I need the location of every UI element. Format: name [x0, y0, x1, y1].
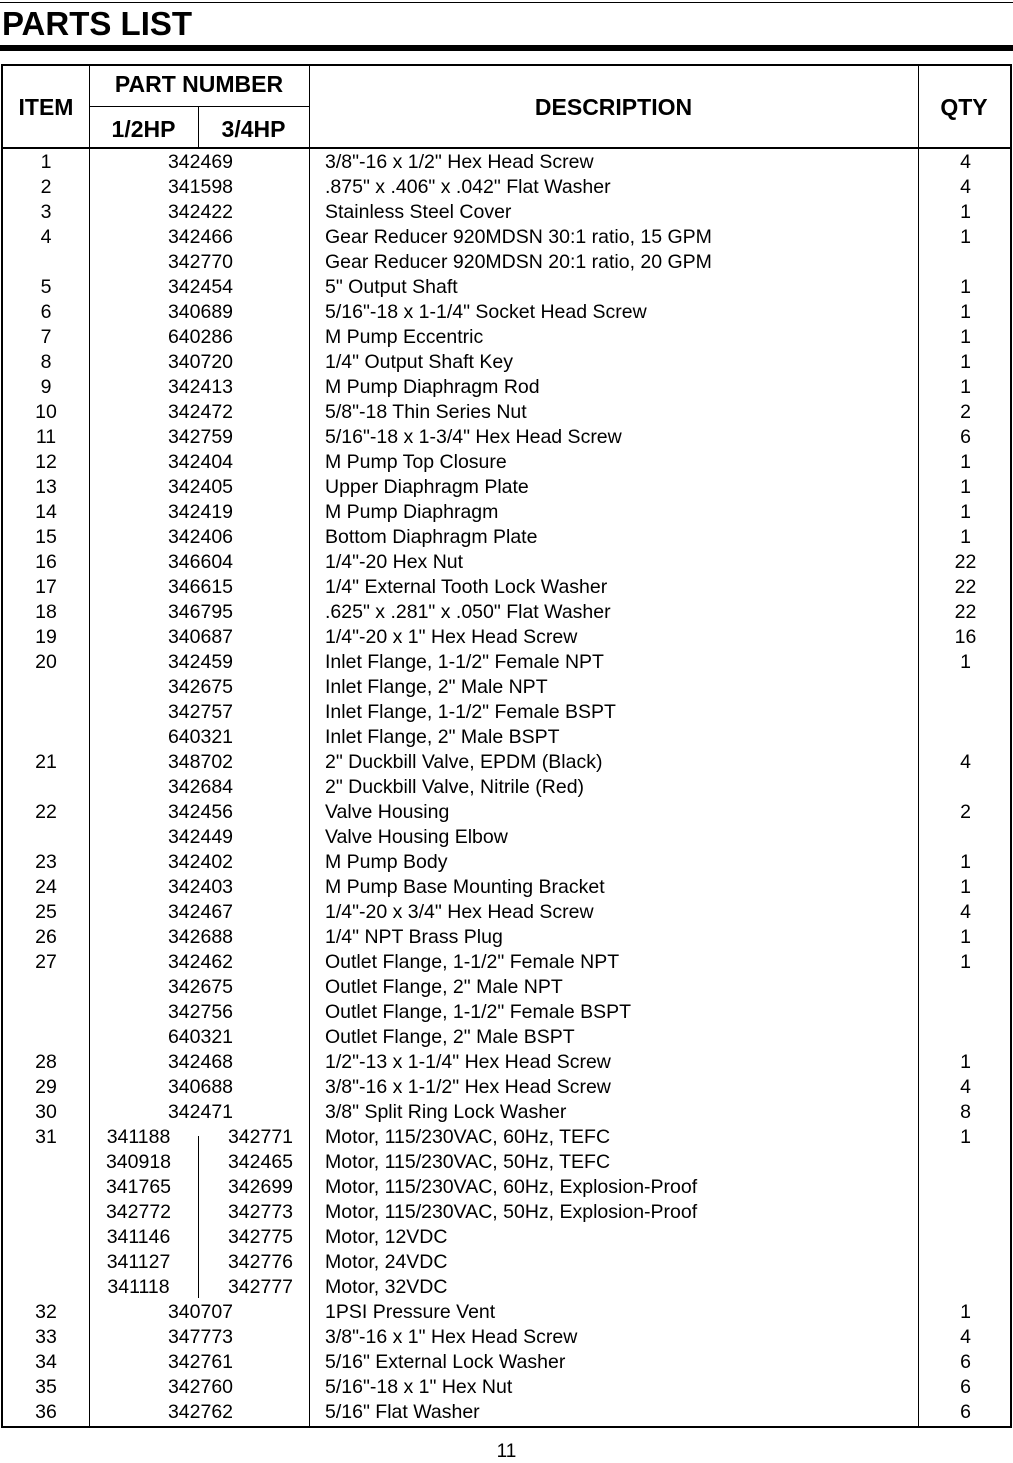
description: Outlet Flange, 1-1/2" Female NPT — [325, 951, 620, 973]
description: 1/4" Output Shaft Key — [325, 351, 513, 373]
description: Motor, 115/230VAC, 50Hz, Explosion-Proof — [325, 1201, 698, 1223]
description: Motor, 115/230VAC, 60Hz, TEFC — [325, 1126, 611, 1148]
part-number: 342759 — [167, 426, 234, 448]
quantity — [919, 825, 1012, 850]
quantity: 6 — [960, 1401, 971, 1423]
part-number-half-hp: 342772 — [105, 1201, 172, 1223]
item-number: 7 — [40, 326, 52, 348]
part-number: 640286 — [167, 326, 234, 348]
description: Bottom Diaphragm Plate — [325, 526, 538, 548]
quantity: 1 — [960, 376, 971, 398]
header-bottom-rule — [3, 147, 1010, 149]
qty-column — [919, 150, 1012, 1425]
motor-hp-divider — [198, 1136, 199, 1298]
description: 1/2"-13 x 1-1/4" Hex Head Screw — [325, 1051, 611, 1073]
item-number — [3, 1225, 89, 1250]
part-number-three-quarter-hp: 342775 — [227, 1226, 294, 1248]
item-number: 28 — [35, 1051, 57, 1073]
part-number-three-quarter-hp: 342771 — [227, 1126, 294, 1148]
item-number — [3, 1175, 89, 1200]
item-number: 16 — [35, 551, 57, 573]
part-number: 342404 — [167, 451, 234, 473]
item-number: 36 — [35, 1401, 57, 1423]
part-number: 342449 — [167, 826, 234, 848]
quantity — [919, 700, 1012, 725]
quantity: 4 — [960, 1076, 971, 1098]
item-number — [3, 675, 89, 700]
description: Motor, 115/230VAC, 60Hz, Explosion-Proof — [325, 1176, 698, 1198]
quantity: 1 — [960, 1301, 971, 1323]
quantity: 2 — [960, 401, 971, 423]
description: 5/16" Flat Washer — [325, 1401, 480, 1423]
description: 3/8" Split Ring Lock Washer — [325, 1101, 567, 1123]
title-rule — [0, 45, 1013, 51]
description: Motor, 32VDC — [325, 1276, 448, 1298]
description: M Pump Eccentric — [325, 326, 484, 348]
part-number: 340689 — [167, 301, 234, 323]
description: Gear Reducer 920MDSN 20:1 ratio, 20 GPM — [325, 251, 712, 273]
part-number: 342675 — [167, 976, 234, 998]
part-number: 341598 — [167, 176, 234, 198]
top-thin-rule — [0, 2, 1013, 3]
part-number: 342472 — [167, 401, 234, 423]
part-number-half-hp: 341188 — [106, 1126, 171, 1148]
part-number: 342675 — [167, 676, 234, 698]
part-number-half-hp: 341118 — [107, 1276, 170, 1298]
part-number: 340707 — [167, 1301, 234, 1323]
item-number: 12 — [35, 451, 57, 473]
part-number: 342688 — [167, 926, 234, 948]
quantity: 6 — [960, 426, 971, 448]
item-number: 25 — [35, 901, 57, 923]
quantity: 4 — [960, 751, 971, 773]
part-number: 342471 — [167, 1101, 234, 1123]
description: Stainless Steel Cover — [325, 201, 512, 223]
part-number: 348702 — [167, 751, 234, 773]
header-qty: QTY — [940, 94, 988, 120]
motor-part-row — [91, 1150, 310, 1175]
part-number: 346615 — [167, 576, 234, 598]
item-number — [3, 975, 89, 1000]
description: Motor, 12VDC — [325, 1226, 448, 1248]
quantity: 1 — [960, 1051, 971, 1073]
item-number: 24 — [35, 876, 57, 898]
item-number — [3, 1250, 89, 1275]
part-number: 342466 — [167, 226, 234, 248]
description: Gear Reducer 920MDSN 30:1 ratio, 15 GPM — [325, 226, 712, 248]
quantity: 6 — [960, 1376, 971, 1398]
quantity — [919, 1025, 1012, 1050]
part-number-three-quarter-hp: 342773 — [227, 1201, 294, 1223]
header-part-subrule — [89, 106, 309, 107]
item-number — [3, 825, 89, 850]
description: Motor, 24VDC — [325, 1251, 448, 1273]
part-number-three-quarter-hp: 342465 — [227, 1151, 294, 1173]
part-number-three-quarter-hp: 342699 — [227, 1176, 294, 1198]
quantity — [919, 725, 1012, 750]
item-column — [3, 150, 89, 1425]
parts-table — [1, 64, 1012, 1428]
item-number: 14 — [35, 501, 57, 523]
header-item: ITEM — [18, 94, 74, 120]
motor-part-row — [91, 1275, 310, 1300]
part-number: 342403 — [167, 876, 234, 898]
quantity: 4 — [960, 151, 971, 173]
part-number-half-hp: 341127 — [106, 1251, 171, 1273]
quantity: 1 — [960, 951, 971, 973]
part-number-three-quarter-hp: 342777 — [227, 1276, 294, 1298]
part-number: 342402 — [167, 851, 234, 873]
item-number: 32 — [35, 1301, 57, 1323]
description: 5/16"-18 x 1-1/4" Socket Head Screw — [325, 301, 647, 323]
description: 3/8"-16 x 1" Hex Head Screw — [325, 1326, 578, 1348]
page-title: PARTS LIST — [2, 5, 193, 42]
quantity — [919, 975, 1012, 1000]
description: Inlet Flange, 2" Male BSPT — [325, 726, 560, 748]
item-number: 13 — [35, 476, 57, 498]
description: .625" x .281" x .050" Flat Washer — [325, 601, 611, 623]
item-number — [3, 725, 89, 750]
part-number: 340687 — [167, 626, 234, 648]
quantity — [919, 1200, 1012, 1225]
part-number: 342422 — [167, 201, 234, 223]
header-half-hp: 1/2HP — [111, 116, 176, 142]
description-column — [325, 150, 915, 1425]
description: 1/4" External Tooth Lock Washer — [325, 576, 608, 598]
quantity — [919, 1175, 1012, 1200]
quantity: 1 — [960, 226, 971, 248]
motor-part-row — [91, 1175, 310, 1200]
description: M Pump Top Closure — [325, 451, 507, 473]
item-number — [3, 775, 89, 800]
quantity: 16 — [954, 626, 977, 648]
item-number — [3, 1275, 89, 1300]
description: 3/8"-16 x 1-1/2" Hex Head Screw — [325, 1076, 611, 1098]
part-number: 346795 — [167, 601, 234, 623]
quantity — [919, 775, 1012, 800]
part-number: 342762 — [167, 1401, 234, 1423]
motor-part-row — [91, 1250, 310, 1275]
description: Inlet Flange, 1-1/2" Female BSPT — [325, 701, 616, 723]
part-number: 342760 — [167, 1376, 234, 1398]
item-number: 17 — [35, 576, 57, 598]
description: 5/16"-18 x 1" Hex Nut — [325, 1376, 513, 1398]
item-number: 23 — [35, 851, 57, 873]
description: 1/4"-20 Hex Nut — [325, 551, 464, 573]
col-divider-item — [89, 66, 90, 1426]
item-number: 8 — [40, 351, 52, 373]
item-number: 30 — [35, 1101, 57, 1123]
quantity — [919, 1275, 1012, 1300]
item-number: 31 — [35, 1126, 57, 1148]
motor-part-row — [91, 1125, 310, 1150]
item-number — [3, 1200, 89, 1225]
page-number: 11 — [496, 1441, 517, 1462]
description: Upper Diaphragm Plate — [325, 476, 529, 498]
quantity: 1 — [960, 501, 971, 523]
item-number: 22 — [35, 801, 57, 823]
quantity: 22 — [954, 576, 977, 598]
part-number: 342467 — [167, 901, 234, 923]
description: 5/16"-18 x 1-3/4" Hex Head Screw — [325, 426, 622, 448]
item-number: 29 — [35, 1076, 57, 1098]
quantity: 1 — [960, 876, 971, 898]
quantity: 2 — [960, 801, 971, 823]
item-number: 9 — [40, 376, 52, 398]
description: 3/8"-16 x 1/2" Hex Head Screw — [325, 151, 594, 173]
header-description: DESCRIPTION — [534, 94, 693, 120]
quantity — [919, 1000, 1012, 1025]
quantity: 4 — [960, 901, 971, 923]
item-number: 3 — [40, 201, 52, 223]
part-number-half-hp: 341146 — [106, 1226, 171, 1248]
part-number: 342469 — [167, 151, 234, 173]
part-number: 342454 — [167, 276, 234, 298]
description: 1/4" NPT Brass Plug — [325, 926, 503, 948]
part-number: 342684 — [167, 776, 234, 798]
motor-part-row — [91, 1200, 310, 1225]
item-number: 5 — [40, 276, 52, 298]
item-number — [3, 1025, 89, 1050]
part-number: 342756 — [167, 1001, 234, 1023]
motor-part-row — [91, 1225, 310, 1250]
part-number: 342456 — [167, 801, 234, 823]
part-number: 342757 — [167, 701, 234, 723]
item-number — [3, 1000, 89, 1025]
description: Inlet Flange, 1-1/2" Female NPT — [325, 651, 604, 673]
part-number: 340688 — [167, 1076, 234, 1098]
part-number-half-hp: 341765 — [105, 1176, 172, 1198]
item-number: 10 — [35, 401, 57, 423]
part-number: 342419 — [167, 501, 234, 523]
item-number: 18 — [35, 601, 57, 623]
item-number: 33 — [35, 1326, 57, 1348]
item-number: 34 — [35, 1351, 57, 1373]
description: 5" Output Shaft — [325, 276, 458, 298]
header-part-number: PART NUMBER — [114, 71, 284, 97]
description: Outlet Flange, 2" Male BSPT — [325, 1026, 575, 1048]
part-number: 347773 — [167, 1326, 234, 1348]
part-number-half-hp: 340918 — [105, 1151, 172, 1173]
item-number: 21 — [35, 751, 57, 773]
item-number: 35 — [35, 1376, 57, 1398]
item-number: 6 — [40, 301, 52, 323]
quantity: 22 — [954, 551, 977, 573]
part-number: 342459 — [167, 651, 234, 673]
item-number: 4 — [40, 226, 52, 248]
item-number: 26 — [35, 926, 57, 948]
part-number: 346604 — [167, 551, 234, 573]
part-number: 342405 — [167, 476, 234, 498]
part-number: 342406 — [167, 526, 234, 548]
quantity: 1 — [960, 451, 971, 473]
part-number-column — [91, 150, 310, 1425]
quantity: 1 — [960, 326, 971, 348]
part-number: 342468 — [167, 1051, 234, 1073]
quantity — [919, 1150, 1012, 1175]
description: M Pump Body — [325, 851, 448, 873]
description: Valve Housing — [325, 801, 450, 823]
item-number: 1 — [40, 151, 52, 173]
part-number: 640321 — [167, 1026, 234, 1048]
description: Outlet Flange, 2" Male NPT — [325, 976, 563, 998]
description: 5/8"-18 Thin Series Nut — [325, 401, 527, 423]
quantity: 1 — [960, 526, 971, 548]
description: Motor, 115/230VAC, 50Hz, TEFC — [325, 1151, 611, 1173]
description: M Pump Base Mounting Bracket — [325, 876, 605, 898]
description: M Pump Diaphragm — [325, 501, 499, 523]
part-number: 342413 — [167, 376, 234, 398]
quantity: 1 — [960, 651, 971, 673]
quantity: 1 — [960, 1126, 971, 1148]
item-number — [3, 700, 89, 725]
quantity: 1 — [960, 201, 971, 223]
part-number: 342770 — [167, 251, 234, 273]
quantity: 1 — [960, 301, 971, 323]
quantity: 1 — [960, 351, 971, 373]
header-three-quarter-hp: 3/4HP — [221, 116, 286, 142]
quantity — [919, 250, 1012, 275]
item-number: 11 — [35, 426, 57, 448]
description: 2" Duckbill Valve, EPDM (Black) — [325, 751, 603, 773]
description: 1PSI Pressure Vent — [325, 1301, 496, 1323]
quantity: 4 — [960, 176, 971, 198]
quantity: 22 — [954, 601, 977, 623]
quantity: 1 — [960, 276, 971, 298]
description: Inlet Flange, 2" Male NPT — [325, 676, 548, 698]
quantity: 6 — [960, 1351, 971, 1373]
description: .875" x .406" x .042" Flat Washer — [325, 176, 611, 198]
item-number — [3, 1150, 89, 1175]
quantity: 4 — [960, 1326, 971, 1348]
item-number: 19 — [35, 626, 57, 648]
item-number: 2 — [40, 176, 52, 198]
quantity — [919, 1250, 1012, 1275]
description: 1/4"-20 x 3/4" Hex Head Screw — [325, 901, 594, 923]
description: 5/16" External Lock Washer — [325, 1351, 566, 1373]
part-number: 342761 — [167, 1351, 234, 1373]
item-number: 27 — [35, 951, 57, 973]
part-number-three-quarter-hp: 342776 — [227, 1251, 294, 1273]
description: M Pump Diaphragm Rod — [325, 376, 540, 398]
item-number: 20 — [35, 651, 57, 673]
part-number: 340720 — [167, 351, 234, 373]
item-number — [3, 250, 89, 275]
quantity: 1 — [960, 476, 971, 498]
quantity — [919, 1225, 1012, 1250]
quantity: 1 — [960, 926, 971, 948]
quantity — [919, 675, 1012, 700]
description: 1/4"-20 x 1" Hex Head Screw — [325, 626, 578, 648]
item-number: 15 — [35, 526, 57, 548]
quantity: 1 — [960, 851, 971, 873]
part-number: 342462 — [167, 951, 234, 973]
description: Outlet Flange, 1-1/2" Female BSPT — [325, 1001, 632, 1023]
description: 2" Duckbill Valve, Nitrile (Red) — [325, 776, 585, 798]
description: Valve Housing Elbow — [325, 826, 508, 848]
part-number: 640321 — [167, 726, 234, 748]
quantity: 8 — [960, 1101, 971, 1123]
